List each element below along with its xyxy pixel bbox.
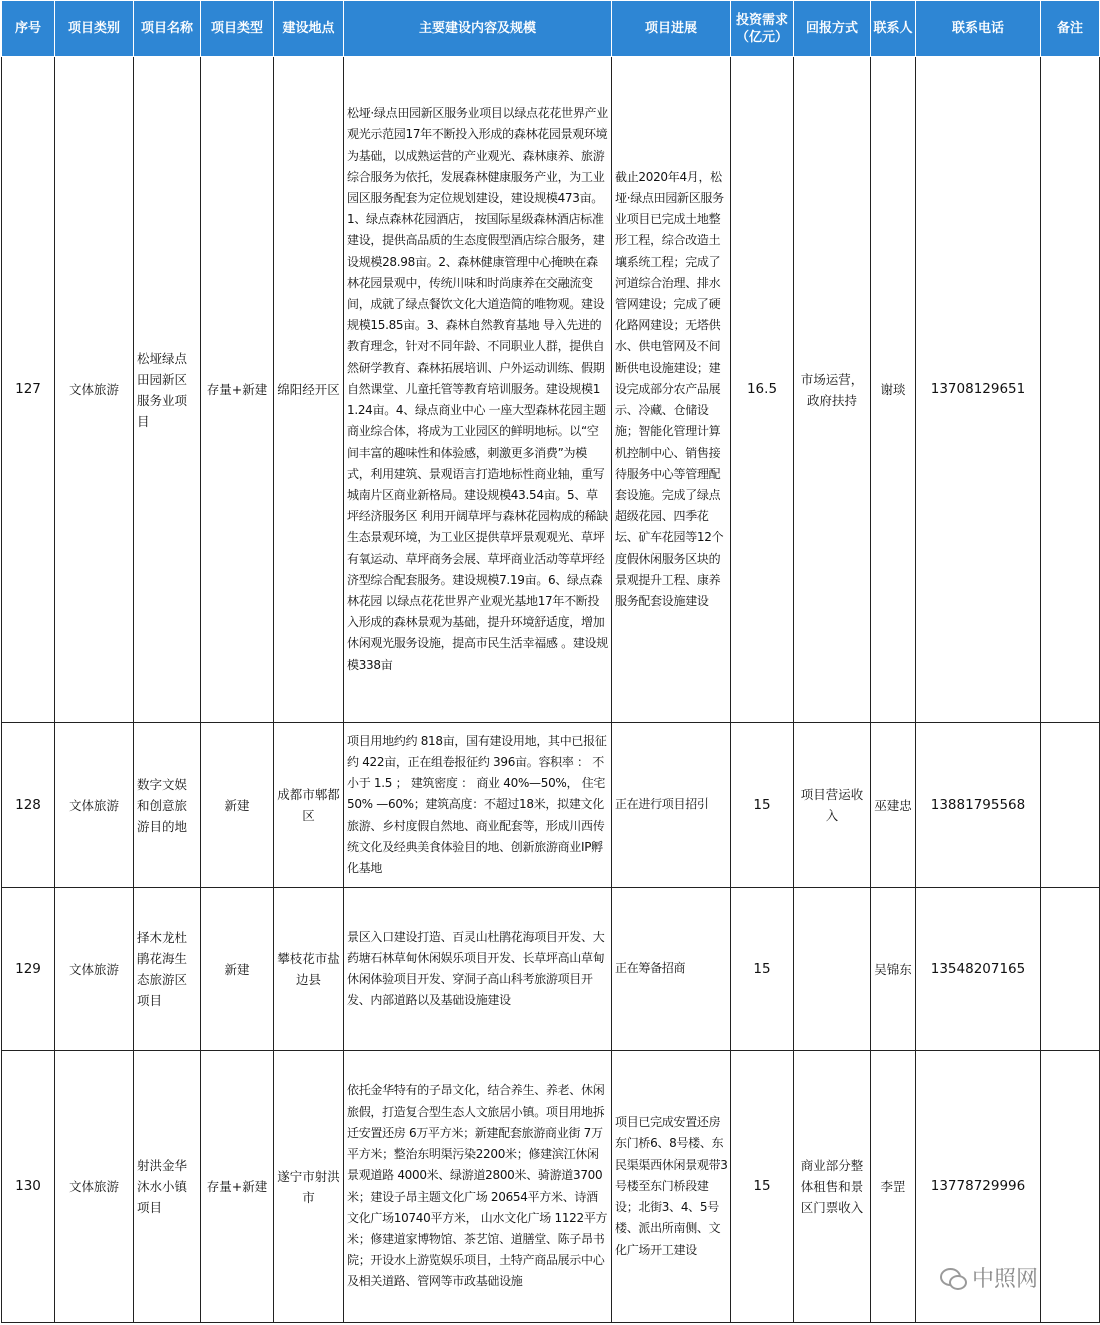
table-row	[2, 723, 1100, 888]
cell-no: 129	[2, 888, 55, 1051]
cell-investment: 15	[731, 723, 794, 888]
cell-category: 文体旅游	[55, 723, 134, 888]
cell-contact: 谢琰	[871, 57, 916, 723]
cell-note	[1041, 888, 1100, 1051]
cell-note	[1041, 1051, 1100, 1323]
cell-phone: 13778729996	[916, 1051, 1041, 1323]
header-progress: 项目进展	[612, 1, 731, 57]
header-content: 主要建设内容及规模	[344, 1, 612, 57]
cell-investment: 15	[731, 1051, 794, 1323]
cell-location: 遂宁市射洪市	[274, 1051, 344, 1323]
header-name: 项目名称	[134, 1, 201, 57]
cell-no: 127	[2, 57, 55, 723]
cell-return	[794, 888, 871, 1051]
cell-investment: 16.5	[731, 57, 794, 723]
cell-content: 依托金华特有的子昂文化，结合养生、养老、休闲旅假，打造复合型生态人文旅居小镇。项目用地拆迁安置还房 6万平方米；新建配套旅游商业街 7万平方米；整治东明渠污染2200米；修建滨江休闲景观道路 4000米、绿游道2800米、骑游道3700米；建设子昂主题文化广场 20654平方米、诗酒文化广场10740平方米， 山水文化广场 1122平方米；修建道家博物馆、茶艺馆、道膳堂、陈子昂书院；开设水上游览娱乐项目，土特产商品展示中心及相关道路、管网等市政基础设施	[344, 1051, 612, 1323]
cell-type: 新建	[201, 723, 274, 888]
header-phone: 联系电话	[916, 1, 1041, 57]
cell-phone: 13708129651	[916, 57, 1041, 723]
cell-location: 绵阳经开区	[274, 57, 344, 723]
header-note: 备注	[1041, 1, 1100, 57]
cell-no: 130	[2, 1051, 55, 1323]
header-contact: 联系人	[871, 1, 916, 57]
cell-contact: 吴锦东	[871, 888, 916, 1051]
cell-progress: 正在进行项目招引	[612, 723, 731, 888]
cell-phone: 13548207165	[916, 888, 1041, 1051]
header-location: 建设地点	[274, 1, 344, 57]
cell-type: 存量+新建	[201, 1051, 274, 1323]
cell-category: 文体旅游	[55, 57, 134, 723]
table-row	[2, 888, 1100, 1051]
cell-note	[1041, 57, 1100, 723]
cell-return: 市场运营，政府扶持	[794, 57, 871, 723]
cell-category: 文体旅游	[55, 888, 134, 1051]
cell-content: 松垭·绿点田园新区服务业项目以绿点花花世界产业观光示范园17年不断投入形成的森林花园景观环境为基础，以成熟运营的产业观光、森林康养、旅游综合服务为依托，发展森林健康服务产业，为工业园区服务配套为定位规划建设，建设规模473亩。1、绿点森林花园酒店， 按国际星级森林酒店标准建设，提供高品质的生态度假型酒店综合服务，建设规模28.98亩。2、森林健康管理中心掩映在森林花园景观中，传统川味和时尚康养在交融流变间，成就了绿点餐饮文化大道造简的唯物观。建设规模15.85亩。3、森林自然教育基地 导入先进的教育理念，针对不同年龄、不同职业人群，提供自然研学教育、森林拓展培训、户外运动训练、假期自然课堂、儿童托管等教育培训服务。建设规模11.24亩。4、绿点商业中心 一座大型森林花园主题商业综合体，将成为工业园区的鲜明地标。以“空间丰富的趣味性和体验感，刺激更多消费”为模式，利用建筑、景观语言打造地标性商业轴，重写城南片区商业新格局。建设规模43.54亩。5、草坪经济服务区 利用开阔草坪与森林花园构成的稀缺生态景观环境，为工业区提供草坪景观观光、草坪有氧运动、草坪商务会展、草坪商业活动等草坪经济型综合配套服务。建设规模7.19亩。6、绿点森林花园 以绿点花花世界产业观光基地17年不断投入形成的森林景观为基础，提升环境舒适度，增加休闲观光服务设施，提高市民生活幸福感 。建设规模338亩	[344, 57, 612, 723]
cell-note	[1041, 723, 1100, 888]
cell-investment: 15	[731, 888, 794, 1051]
cell-contact: 李罡	[871, 1051, 916, 1323]
table-row	[2, 1051, 1100, 1323]
project-table	[1, 0, 1100, 1323]
header-category: 项目类别	[55, 1, 134, 57]
header-type: 项目类型	[201, 1, 274, 57]
watermark	[940, 1262, 1038, 1293]
cell-progress: 项目已完成安置还房东门桥6、8号楼、东民渠渠西休闲景观带3号楼至东门桥段建设；北街3、4、5号楼、派出所南侧、文化广场开工建设	[612, 1051, 731, 1323]
cell-name: 射洪金华沐水小镇项目	[134, 1051, 201, 1323]
cell-name: 择木龙杜鹃花海生态旅游区项目	[134, 888, 201, 1051]
cell-category: 文体旅游	[55, 1051, 134, 1323]
cell-return: 商业部分整体租售和景区门票收入	[794, 1051, 871, 1323]
wechat-icon	[940, 1267, 966, 1289]
header-no: 序号	[2, 1, 55, 57]
header-row	[2, 1, 1100, 57]
watermark-text: 中照网	[972, 1267, 1039, 1292]
cell-name: 数字文娱和创意旅游目的地	[134, 723, 201, 888]
cell-name: 松垭绿点田园新区服务业项目	[134, 57, 201, 723]
cell-progress: 正在筹备招商	[612, 888, 731, 1051]
table-row	[2, 57, 1100, 723]
cell-progress: 截止2020年4月，松垭·绿点田园新区服务业项目已完成土地整形工程，综合改造土壤系统工程；完成了河道综合治理、排水管网建设；完成了硬化路网建设；无塔供水、供电管网及不间断供电设施建设；建设完成部分农产品展示、冷藏、仓储设施；智能化管理计算机控制中心、销售接待服务中心等管理配套设施。完成了绿点超级花园、四季花坛、矿车花园等12个度假休闲服务区块的景观提升工程、康养服务配套设施建设	[612, 57, 731, 723]
cell-type: 新建	[201, 888, 274, 1051]
cell-return: 项目营运收入	[794, 723, 871, 888]
cell-content: 景区入口建设打造、百灵山杜鹃花海项目开发、大药塘石林草甸休闲娱乐项目开发、长草坪高山草甸休闲体验项目开发、穿洞子高山科考旅游项目开发、内部道路以及基础设施建设	[344, 888, 612, 1051]
cell-phone: 13881795568	[916, 723, 1041, 888]
cell-content: 项目用地约约 818亩，国有建设用地，其中已报征约 422亩，正在组卷报征约 396亩。容积率 ： 不小于 1.5 ； 建筑密度 ： 商业 40%—50%， 住宅 50% —60%；建筑高度：不超过18米，拟建文化旅游、乡村度假自然地、商业配套等，形成川西传统文化及经典美食体验目的地、创新旅游商业IP孵化基地	[344, 723, 612, 888]
cell-no: 128	[2, 723, 55, 888]
header-investment: 投资需求（亿元）	[731, 1, 794, 57]
cell-contact: 巫建忠	[871, 723, 916, 888]
cell-location: 成都市郫都区	[274, 723, 344, 888]
cell-location: 攀枝花市盐边县	[274, 888, 344, 1051]
header-return: 回报方式	[794, 1, 871, 57]
cell-type: 存量+新建	[201, 57, 274, 723]
